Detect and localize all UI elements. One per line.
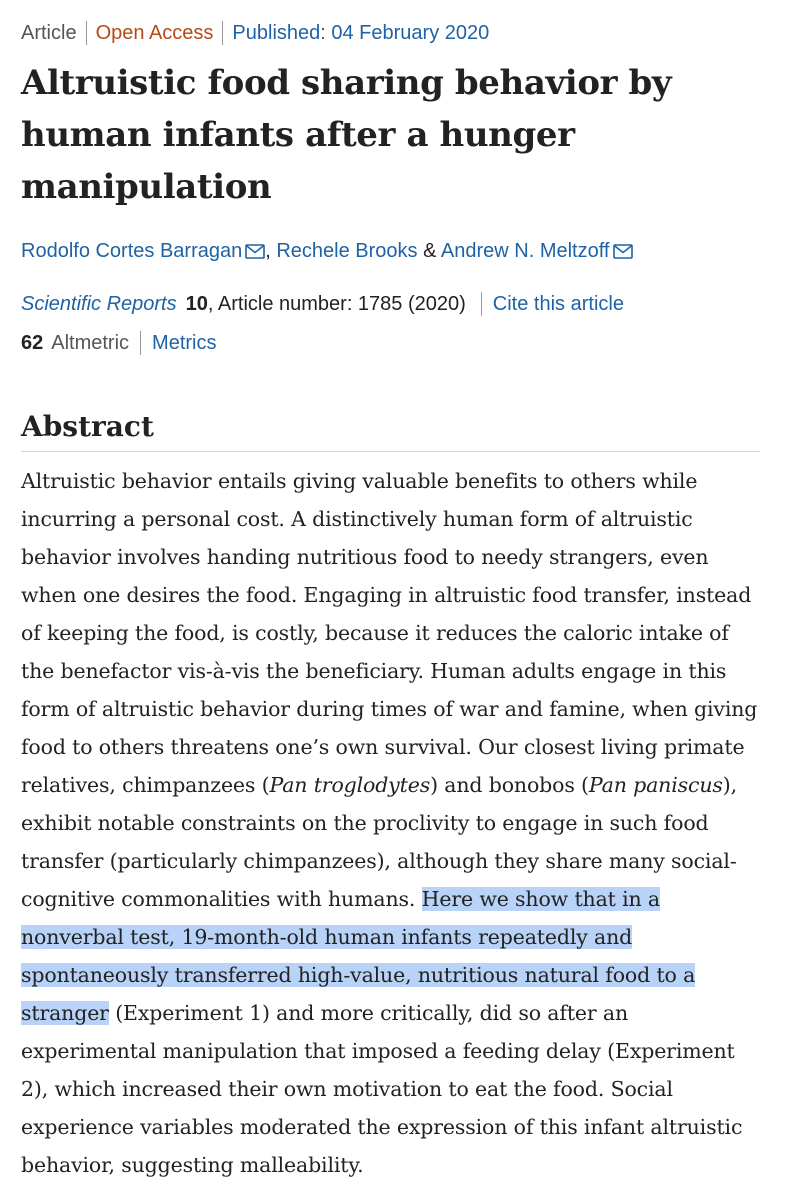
citation-row bbox=[21, 290, 761, 318]
open-access-badge: Open Access bbox=[95, 22, 214, 44]
abstract-segment: ), exhibit notable constraints on the proclivity to engage in such food transfer (particularly chimpanzees), although they share many social-cognitive commonalities with humans. bbox=[21, 773, 737, 911]
altmetric-label: Altmetric bbox=[51, 332, 130, 354]
species-name: Pan troglodytes bbox=[269, 773, 431, 797]
divider bbox=[222, 21, 223, 45]
abstract-segment: Altruistic behavior entails giving valuable benefits to others while incurring a personal cost. A distinctively human form of altruistic behavior involves handing nutritious food to needy strangers, even when one desires the food. Engaging in altruistic food transfer, instead of keeping the food, is costly, because it reduces the caloric intake of the benefactor vis-à-vis the beneficiary. Human adults engage in this form of altruistic behavior during times of war and famine, when giving food to others threatens one’s own survival. Our closest living primate relatives, chimpanzees ( bbox=[21, 469, 758, 797]
author-separator: , bbox=[265, 240, 277, 262]
article-title: Altruistic food sharing behavior by human infants after a hunger manipulation bbox=[21, 63, 672, 207]
author-link-brooks[interactable]: Rechele Brooks bbox=[276, 240, 418, 262]
divider bbox=[140, 331, 141, 355]
author-link-barragan[interactable]: Rodolfo Cortes Barragan bbox=[21, 240, 243, 262]
abstract-text bbox=[21, 462, 761, 1184]
author-link-meltzoff[interactable]: Andrew N. Meltzoff bbox=[440, 240, 610, 262]
published-date: Published: 04 February 2020 bbox=[232, 22, 490, 44]
author-list bbox=[21, 237, 761, 265]
metrics-link[interactable]: Metrics bbox=[152, 332, 217, 354]
article-type: Article bbox=[21, 22, 77, 44]
article-number: , Article number: 1785 (2020) bbox=[207, 293, 466, 315]
highlighted-selection: Here we show that in a nonverbal test, 19-month-old human infants repeatedly and spontaneously transferred high-value, nutritious natural food to a stranger bbox=[21, 887, 696, 1025]
metrics-row bbox=[21, 329, 761, 357]
species-name: Pan paniscus bbox=[588, 773, 723, 797]
cite-this-article-link[interactable]: Cite this article bbox=[492, 293, 624, 315]
altmetric-count: 62 bbox=[21, 332, 44, 354]
abstract-heading: Abstract bbox=[21, 409, 760, 452]
article-meta bbox=[21, 0, 761, 47]
mail-envelope-icon[interactable] bbox=[613, 244, 633, 259]
volume-number: 10 bbox=[185, 293, 208, 315]
journal-link[interactable]: Scientific Reports bbox=[21, 293, 177, 315]
abstract-segment: ) and bonobos ( bbox=[430, 773, 589, 797]
author-separator: & bbox=[417, 240, 441, 262]
divider bbox=[86, 21, 87, 45]
mail-envelope-icon[interactable] bbox=[245, 244, 265, 259]
abstract-segment: (Experiment 1) and more critically, did so after an experimental manipulation that imposed a feeding delay (Experiment 2), which increased their own motivation to eat the food. Social experience variables moderated the expression of this infant altruistic behavior, suggesting malleability. bbox=[21, 1001, 743, 1177]
divider bbox=[481, 292, 482, 316]
